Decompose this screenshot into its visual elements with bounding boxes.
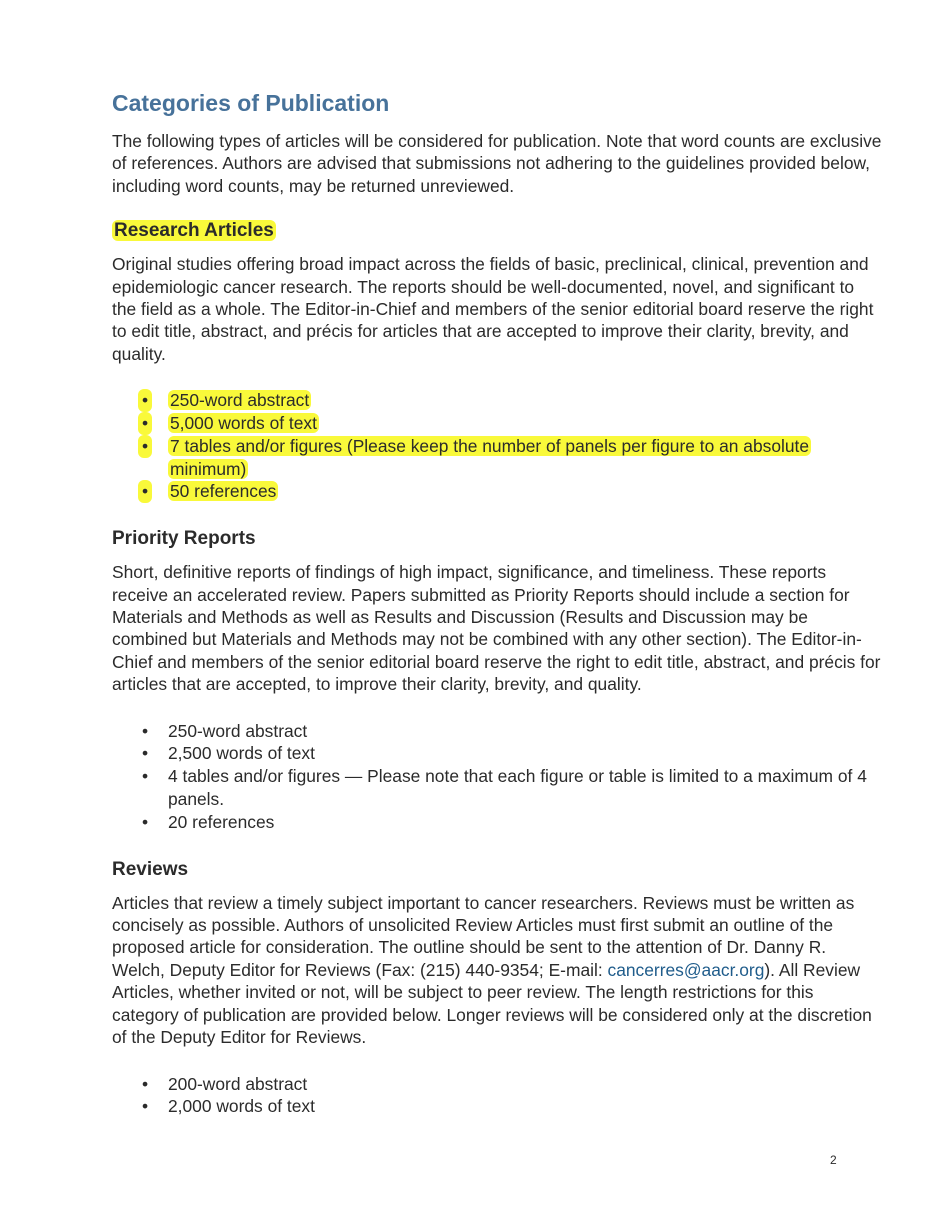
list-item	[112, 1073, 882, 1096]
list-item-text: 4 tables and/or figures — Please note that each figure or table is limited to a maximum of 4 panels.	[168, 766, 867, 810]
document-page	[112, 88, 882, 1118]
bullet-icon: •	[141, 743, 149, 764]
research-articles-heading	[112, 219, 882, 243]
list-item	[112, 435, 882, 481]
priority-reports-body: Short, definitive reports of findings of high impact, significance, and timeliness. These reports receive an accelerated review. Papers submitted as Priority Reports should include a section for Materials and Methods as well as Results and Discussion (Results and Discussion may be combined but Materials and Methods may not be combined with any other section). The Editor-in-Chief and members of the senior editorial board reserve the right to edit title, abstract, and précis for articles that are accepted, to improve their clarity, brevity, and quality.	[112, 562, 881, 695]
email-link[interactable]: cancerres@aacr.org	[607, 959, 765, 980]
reviews-body-text-end: ). All Review Articles, whether invited or not, will be subject to peer review. The length restrictions for this category of publication are provided below. Longer reviews will be considered only at the discretion of the Deputy Editor for Reviews.	[112, 959, 872, 1048]
reviews-heading: Reviews	[112, 858, 189, 880]
page-number: 2	[830, 1153, 837, 1167]
bullet-icon: •	[141, 720, 149, 741]
bullet-icon: •	[141, 1073, 149, 1094]
page-title: Categories of Publication	[112, 90, 390, 116]
research-articles-heading-text: Research Articles	[114, 220, 274, 242]
priority-reports-heading: Priority Reports	[112, 528, 256, 550]
list-item-text: 50 references	[170, 481, 277, 502]
reviews-body	[112, 892, 882, 1049]
list-item-text: 20 references	[168, 811, 275, 832]
reviews-list	[112, 1073, 882, 1119]
bullet-icon: •	[138, 389, 152, 412]
bullet-icon: •	[141, 811, 149, 832]
bullet-icon: •	[138, 480, 152, 503]
bullet-icon: •	[141, 766, 149, 787]
list-item-text: 2,500 words of text	[168, 743, 315, 764]
list-item	[112, 811, 882, 834]
list-item	[112, 412, 882, 435]
list-item	[112, 1095, 882, 1118]
list-item	[112, 765, 882, 811]
list-item-text: 5,000 words of text	[170, 413, 317, 434]
list-item	[112, 720, 882, 743]
list-item-text: 250-word abstract	[168, 720, 308, 741]
priority-reports-list	[112, 720, 882, 834]
list-item-text: 250-word abstract	[170, 390, 310, 411]
research-articles-body: Original studies offering broad impact across the fields of basic, preclinical, clinical, prevention and epidemiologic cancer research. The reports should be well-documented, novel, and significant to the field as a whole. The Editor-in-Chief and members of the senior editorial board reserve the right to edit title, abstract, and précis for articles that are accepted to improve their clarity, brevity, and quality.	[112, 254, 874, 364]
list-item-text: 7 tables and/or figures (Please keep the number of panels per figure to an absolute minimum)	[170, 435, 810, 479]
list-item	[112, 480, 882, 503]
bullet-icon: •	[138, 435, 152, 458]
reviews-section	[112, 858, 882, 1118]
research-articles-section	[112, 219, 882, 503]
reviews-body-text-start: Articles that review a timely subject important to cancer researchers. Reviews must be written as concisely as possible. Authors of unsolicited Review Articles must first submit an outline of the proposed article for consideration. The outline should be sent to the attention of Dr. Danny R. Welch, Deputy Editor for Reviews (Fax: (215) 440-9354; E-mail:	[112, 892, 855, 980]
list-item	[112, 742, 882, 765]
list-item-text: 200-word abstract	[168, 1073, 308, 1094]
intro-paragraph: The following types of articles will be considered for publication. Note that word counts are exclusive of references. Authors are advised that submissions not adhering to the guidelines provided below, including word counts, may be returned unreviewed.	[112, 131, 882, 196]
bullet-icon: •	[141, 1096, 149, 1117]
list-item	[112, 389, 882, 412]
priority-reports-section	[112, 527, 882, 833]
list-item-text: 2,000 words of text	[168, 1096, 315, 1117]
research-articles-list	[112, 389, 882, 503]
bullet-icon: •	[138, 412, 152, 435]
